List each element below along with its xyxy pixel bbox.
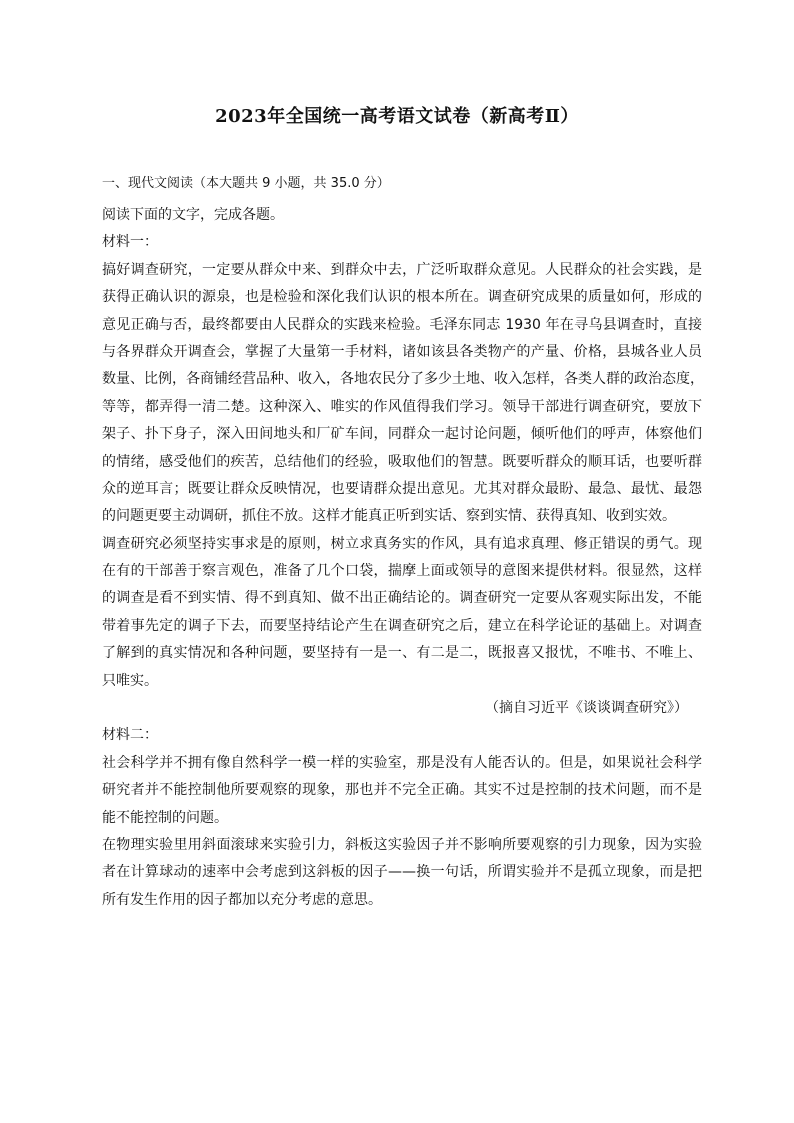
material2-line: 研究者并不能控制他所要观察的现象，那也并不完全正确。其实不过是控制的技术问题，而不是 <box>102 782 702 799</box>
material1-line: 众的逆耳言；既要让群众反映情况，也要请群众提出意见。尤其对群众最盼、最急、最忧、最怨 <box>102 480 702 497</box>
material1-line: 搞好调查研究，一定要从群众中来、到群众中去，广泛听取群众意见。人民群众的社会实践，是 <box>102 261 702 278</box>
material1-line: 调查研究必须坚持实事求是的原则，树立求真务实的作风，具有追求真理、修正错误的勇气。现 <box>102 535 702 552</box>
material2-label: 材料二： <box>102 727 158 744</box>
exam-title: 2023年全国统一高考语文试卷（新高考Ⅱ） <box>215 106 579 127</box>
section-heading: 一、现代文阅读（本大题共 9 小题，共 35.0 分） <box>102 176 390 191</box>
instruction-text: 阅读下面的文字，完成各题。 <box>102 207 284 223</box>
material1-label: 材料一： <box>102 234 158 251</box>
material1-line: 获得正确认识的源泉，也是检验和深化我们认识的根本所在。调查研究成果的质量如何，形成的 <box>102 289 702 306</box>
material1-line: 带着事先定的调子下去，而要坚持结论产生在调查研究之后，建立在科学论证的基础上。对调查 <box>102 617 702 634</box>
material1-line: 架子、扑下身子，深入田间地头和厂矿车间，同群众一起讨论问题，倾听他们的呼声，体察他们 <box>102 426 702 443</box>
material1-line: 只唯实。 <box>102 672 158 689</box>
material1-line: 与各界群众开调查会，掌握了大量第一手材料，诸如该县各类物产的产量、价格，县城各业人员 <box>102 343 702 360</box>
material1-line: 的问题更要主动调研，抓住不放。这样才能真正听到实话、察到实情、获得真知、收到实效。 <box>102 508 676 525</box>
reading-section <box>102 174 702 914</box>
material2-line: 者在计算球动的速率中会考虑到这斜板的因子——换一句话，所谓实验并不是孤立现象，而是把 <box>102 864 702 881</box>
material1-citation: （摘自习近平《谈谈调查研究》） <box>485 700 688 717</box>
material1-line: 意见正确与否，最终都要由人民群众的实践来检验。毛泽东同志 1930 年在寻乌县调查时，直接 <box>102 316 702 333</box>
material2-line: 社会科学并不拥有像自然科学一模一样的实验室，那是没有人能否认的。但是，如果说社会科学 <box>102 754 702 771</box>
material1-line: 等等，都弄得一清二楚。这种深入、唯实的作风值得我们学习。领导干部进行调查研究，要放下 <box>102 398 702 415</box>
material1-line: 了解到的真实情况和各种问题，要坚持有一是一、有二是二，既报喜又报忧，不唯书、不唯上、 <box>102 645 702 662</box>
material1-line: 在有的干部善于察言观色，准备了几个口袋，揣摩上面或领导的意图来提供材料。很显然，这样 <box>102 563 702 580</box>
material2-line: 在物理实验里用斜面滚球来实验引力，斜板这实验因子并不影响所要观察的引力现象，因为实验 <box>102 836 702 853</box>
material2-line: 能不能控制的问题。 <box>102 809 228 826</box>
material1-line: 的情绪，感受他们的疾苦，总结他们的经验，吸取他们的智慧。既要听群众的顺耳话，也要听群 <box>102 453 702 470</box>
material1-line: 的调查是看不到实情、得不到真知、做不出正确结论的。调查研究一定要从客观实际出发，不能 <box>102 590 702 607</box>
material2-line: 所有发生作用的因子都加以充分考虑的意思。 <box>102 891 382 908</box>
material1-line: 数量、比例，各商铺经营品种、收入，各地农民分了多少土地、收入怎样，各类人群的政治态度， <box>102 371 704 388</box>
